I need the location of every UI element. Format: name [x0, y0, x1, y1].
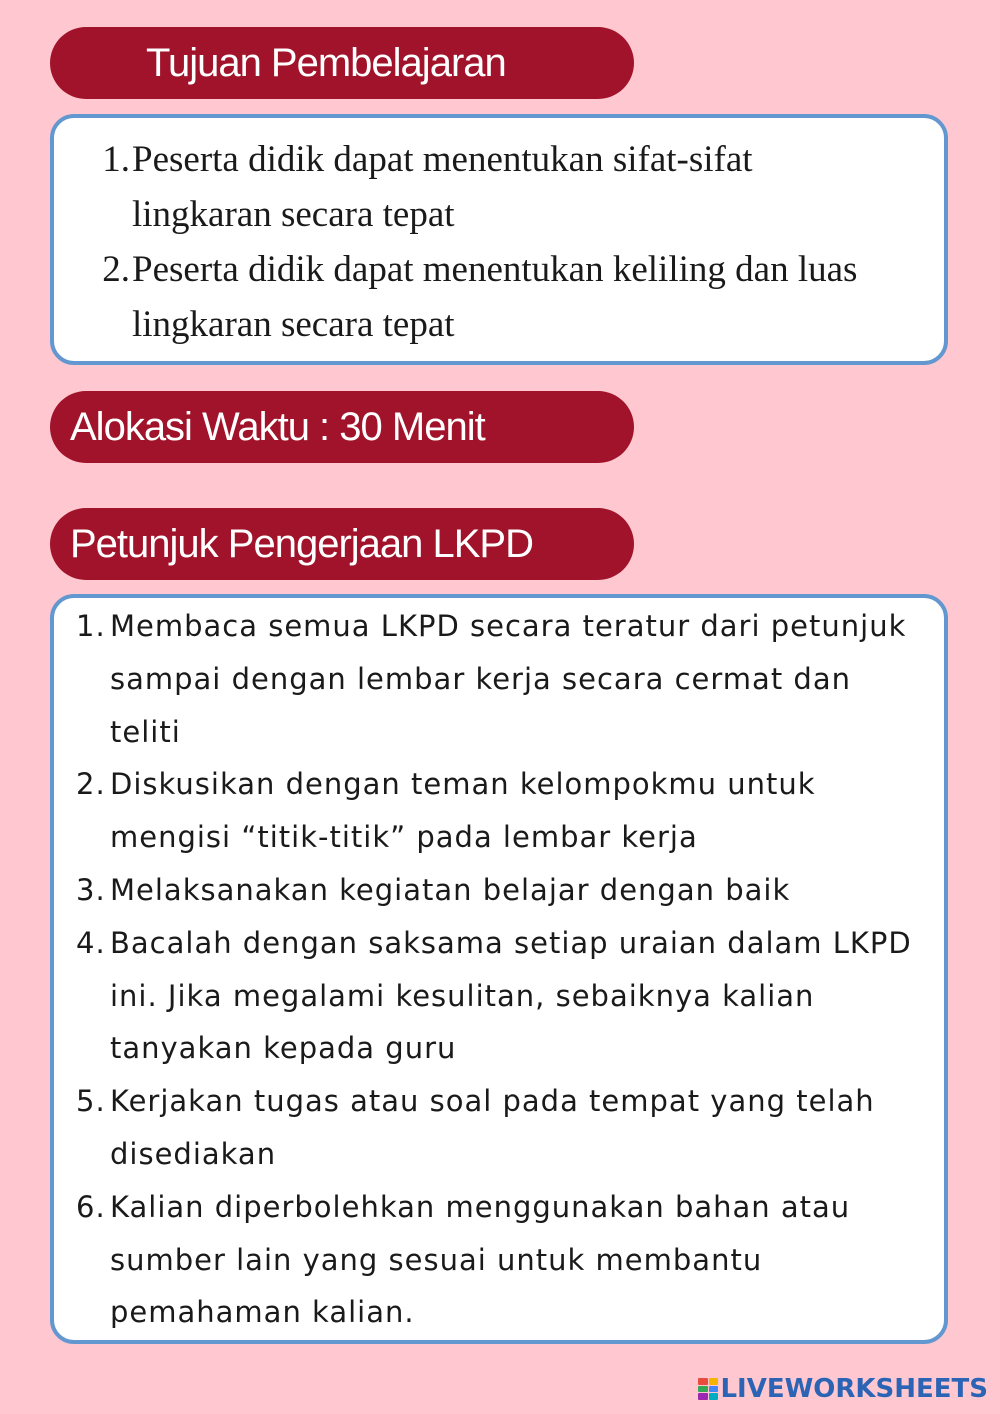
tujuan-box: [50, 114, 948, 365]
list-item-number: 1.: [102, 139, 130, 180]
heading-petunjuk-pengerjaan: Petunjuk Pengerjaan LKPD: [50, 508, 634, 580]
petunjuk-box: [50, 594, 948, 1344]
list-item-text: Peserta didik dapat menentukan sifat-sifat lingkaran secara tepat: [132, 139, 753, 235]
list-item: [76, 864, 925, 917]
list-item-text: Membaca semua LKPD secara teratur dari petunjuk sampai dengan lembar kerja secara cermat dan teliti: [110, 609, 907, 749]
list-item-text: Bacalah dengan saksama setiap uraian dalam LKPD ini. Jika megalami kesulitan, sebaiknya kalian tanyakan kepada guru: [110, 925, 912, 1066]
petunjuk-list: [76, 600, 925, 1339]
list-item-number: 2.: [102, 249, 130, 290]
list-item-text: Peserta didik dapat menentukan keliling dan luas lingkaran secara tepat: [132, 249, 858, 345]
list-item-number: 2.: [76, 767, 106, 802]
list-item-number: 6.: [76, 1189, 106, 1224]
heading-alokasi-waktu: Alokasi Waktu : 30 Menit: [50, 391, 634, 463]
heading-tujuan-pembelajaran: Tujuan Pembelajaran: [50, 27, 634, 99]
liveworksheets-watermark[interactable]: [698, 1374, 988, 1404]
liveworksheets-brand-text: LIVEWORKSHEETS: [720, 1374, 988, 1404]
list-item-text: Kerjakan tugas atau soal pada tempat yang telah disediakan: [110, 1084, 875, 1171]
list-item: [76, 758, 925, 864]
list-item: [76, 1075, 925, 1181]
list-item-number: 3.: [76, 872, 106, 907]
list-item: [76, 1181, 925, 1339]
list-item: [94, 132, 872, 242]
list-item-number: 1.: [76, 609, 106, 643]
list-item-number: 5.: [76, 1084, 106, 1119]
list-item-text: Kalian diperbolehkan menggunakan bahan atau sumber lain yang sesuai untuk membantu pemahaman kalian.: [110, 1189, 851, 1330]
list-item-text: Diskusikan dengan teman kelompokmu untuk mengisi “titik-titik” pada lembar kerja: [110, 767, 816, 855]
list-item: [76, 917, 925, 1075]
list-item: [94, 242, 872, 352]
list-item-number: 4.: [76, 925, 106, 960]
tujuan-list: [94, 132, 872, 352]
list-item-text: Melaksanakan kegiatan belajar dengan baik: [110, 872, 791, 907]
liveworksheets-logo-icon: [698, 1378, 718, 1400]
list-item: [76, 600, 925, 758]
